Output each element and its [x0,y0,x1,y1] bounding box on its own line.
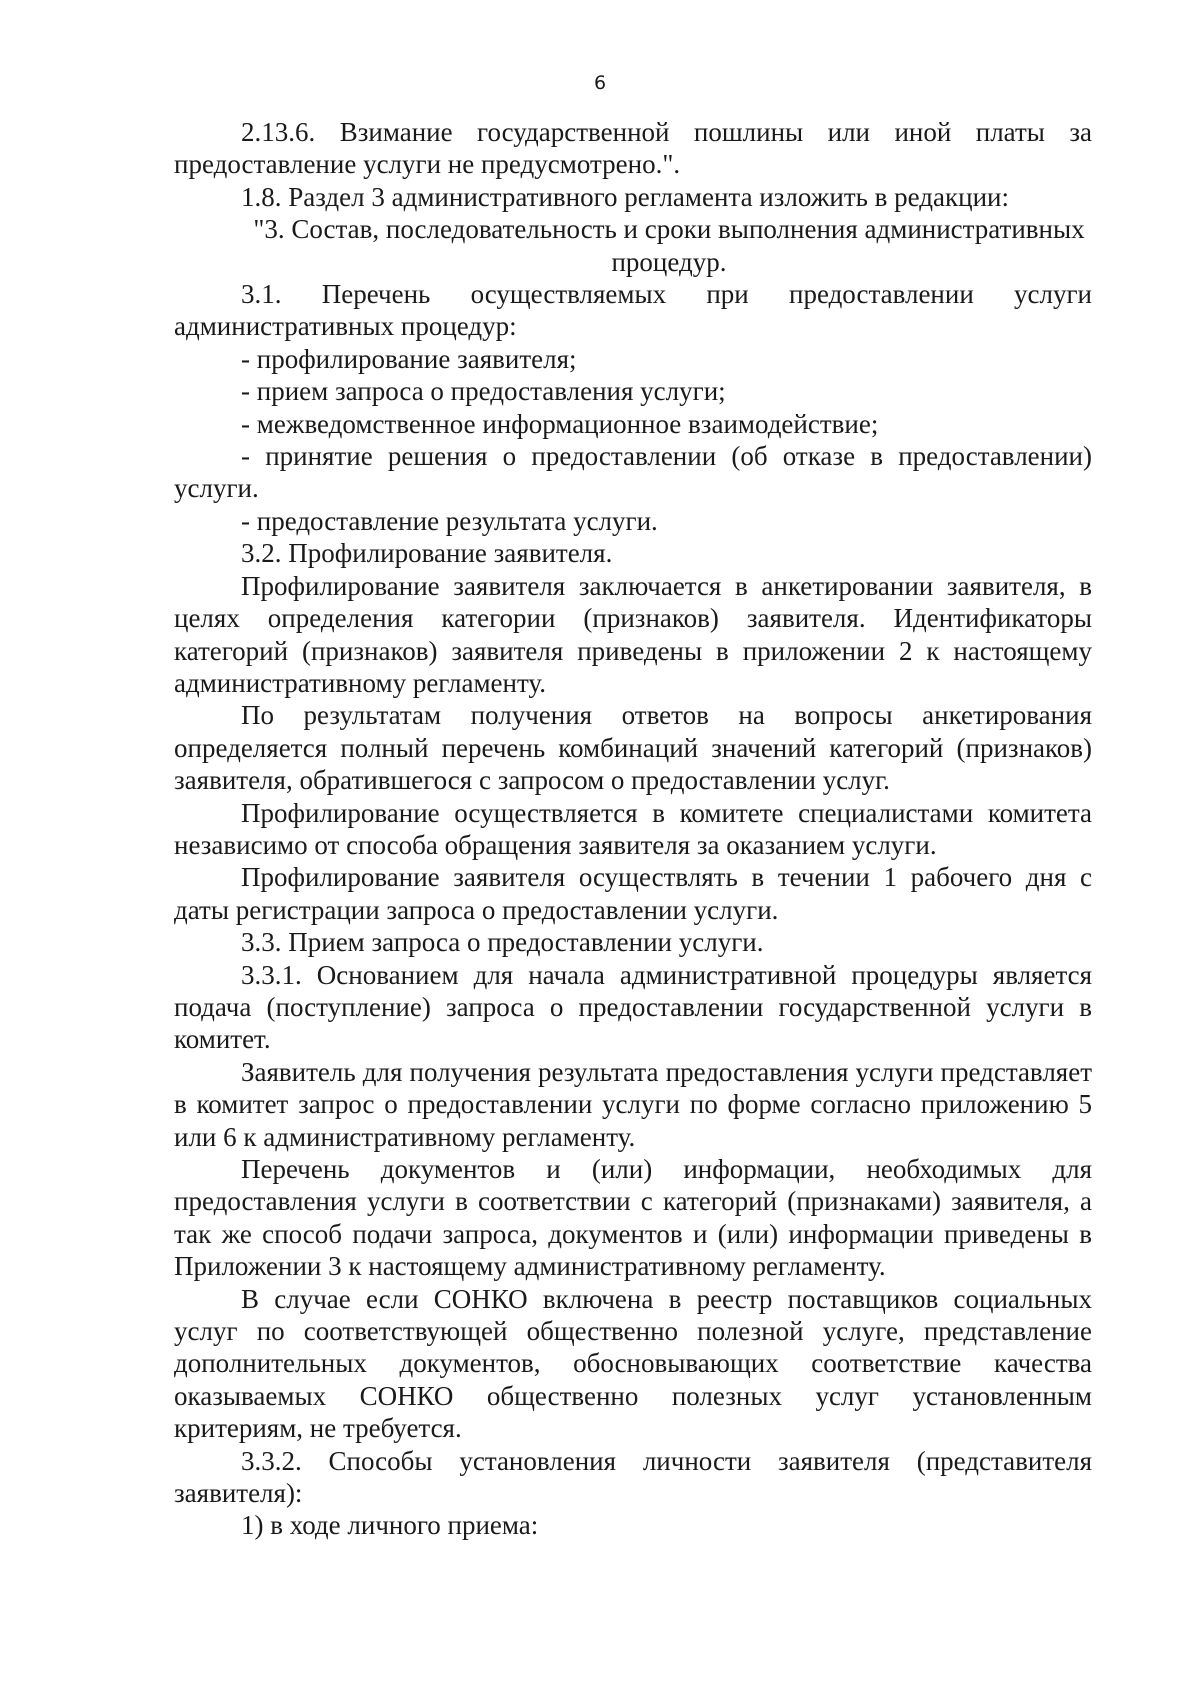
paragraph-3-3-2: 3.3.2. Способы установления личности заявителя (представителя заявителя): [174,1445,1092,1509]
paragraph-3-3-1: 3.3.1. Основанием для начала административной процедуры является подача (поступление) запроса о предоставлении государственной услуги в комитет. [174,959,1092,1055]
list-item: - межведомственное информационное взаимодействие; [241,408,879,439]
paragraph-3-2: 3.2. Профилирование заявителя. [241,538,613,569]
paragraph-3-3: 3.3. Прием запроса о предоставлении услуги. [241,927,764,958]
page-number: 6 [593,72,607,94]
paragraph-1-8: 1.8. Раздел 3 административного регламента изложить в редакции: [241,181,1009,212]
list-item: - профилирование заявителя; [241,343,577,374]
paragraph: В случае если СОНКО включена в реестр поставщиков социальных услуг по соответствующей общественно полезной услуге, представление дополнительных документов, обосновывающих соответствие качества оказываемых СОНКО общественно полезных услуг установленным критериям, не требуется. [174,1283,1092,1444]
paragraph-3-1: 3.1. Перечень осуществляемых при предоставлении услуги административных процедур: [174,279,1092,342]
section-3-heading: "3. Состав, последовательность и сроки выполнения административных процедур. [253,214,1085,277]
list-item: 1) в ходе личного приема: [241,1510,539,1541]
list-item: - прием запроса о предоставления услуги; [241,376,726,407]
paragraph: Профилирование заявителя заключается в анкетировании заявителя, в целях определения категории (признаков) заявителя. Идентификаторы категорий (признаков) заявителя приведены в приложении 2 к настоящему административному регламенту. [174,570,1092,698]
paragraph: По результатам получения ответов на вопросы анкетирования определяется полный перечень комбинаций значений категорий (признаков) заявителя, обратившегося с запросом о предоставлении услуг. [174,700,1092,796]
paragraph: Профилирование заявителя осуществлять в течении 1 рабочего дня с даты регистрации запроса о предоставлении услуги. [174,862,1092,925]
paragraph: Профилирование осуществляется в комитете специалистами комитета независимо от способа обращения заявителя за оказанием услуги. [174,797,1092,860]
paragraph: Перечень документов и (или) информации, необходимых для предоставления услуги в соответствии с категорий (признаками) заявителя, а так же способ подачи запроса, документов и (или) информации приведены в Приложении 3 к настоящему административному регламенту. [174,1154,1092,1282]
document-body [174,116,1092,1542]
paragraph-2-13-6: 2.13.6. Взимание государственной пошлины или иной платы за предоставление услуги не предусмотрено.". [174,117,1092,180]
paragraph: Заявитель для получения результата предоставления услуги представляет в комитет запрос о предоставлении услуги по форме согласно приложению 5 или 6 к административному регламенту. [174,1056,1092,1152]
list-item: - предоставление результата услуги. [241,505,658,536]
list-item: - принятие решения о предоставлении (об отказе в предоставлении) услуги. [174,441,1092,504]
